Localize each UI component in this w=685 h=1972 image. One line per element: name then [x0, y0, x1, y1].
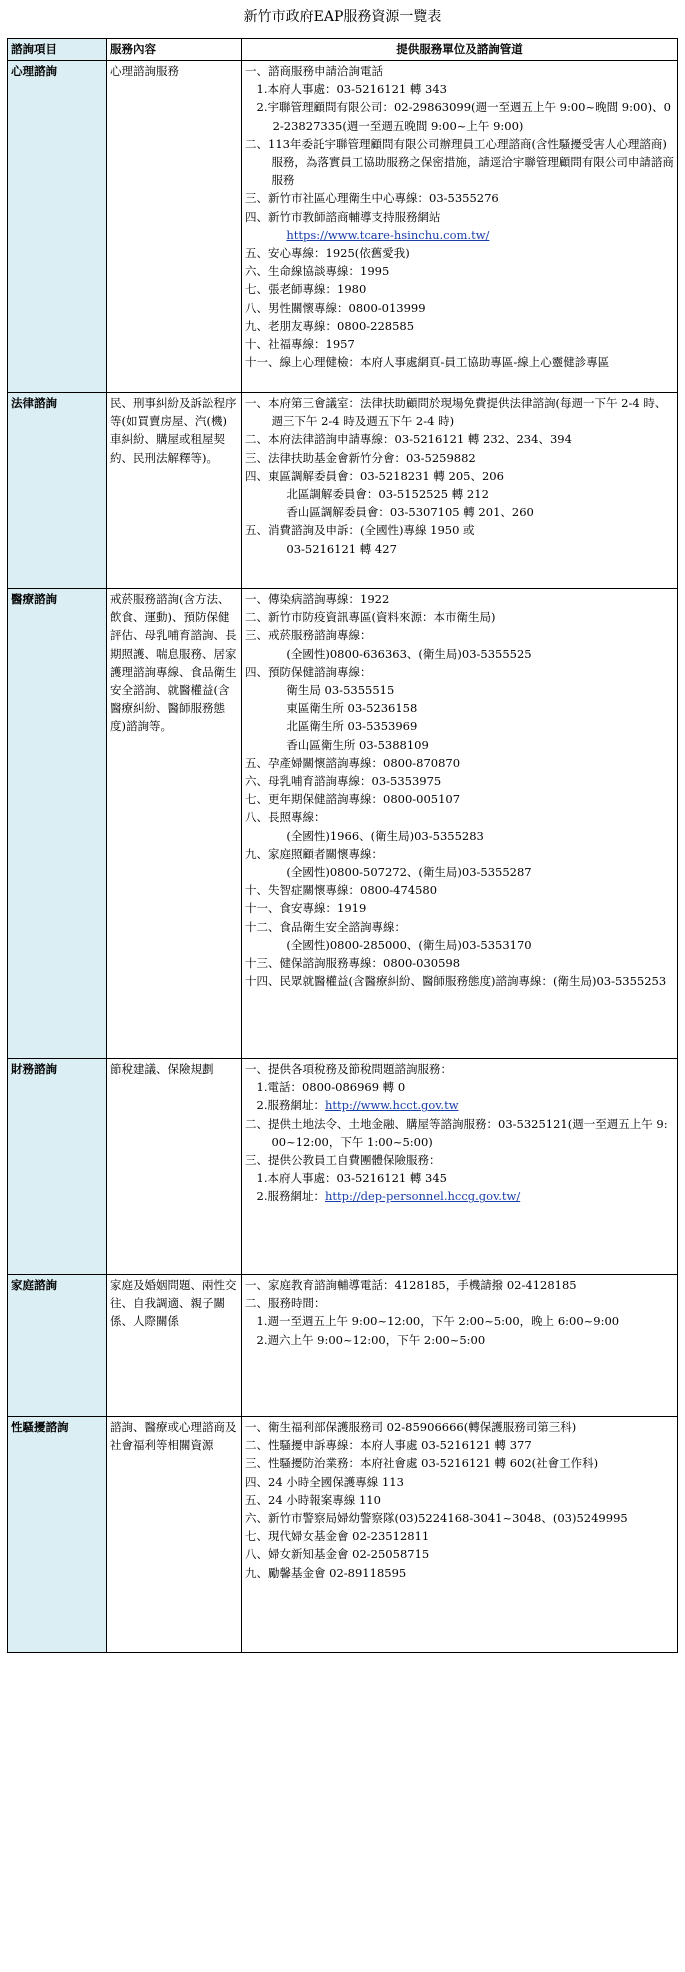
provider-line: 十一、食安專線：1919	[245, 901, 367, 916]
provider-line: 香山區衛生所 03-5388109	[286, 737, 429, 752]
provider-line: 香山區調解委員會：03-5307105 轉 201、260	[286, 505, 534, 520]
provider-line: 1.本府人事處：03-5216121 轉 345	[256, 1171, 447, 1186]
provider-line: 衛生局 03-5355515	[286, 683, 395, 698]
provider-line: (全國性)0800-285000、(衛生局)03-5353170	[286, 937, 532, 952]
provider-line: 四、東區調解委員會：03-5218231 轉 205、206	[245, 468, 504, 483]
header-service: 服務內容	[107, 39, 242, 61]
provider-line: 十三、健保諮詢服務專線：0800-030598	[245, 956, 461, 971]
provider-line: 03-5216121 轉 427	[286, 541, 397, 556]
provider-line: 1.電話：0800-086969 轉 0	[256, 1080, 406, 1095]
row-category: 性騷擾諮詢	[8, 1417, 107, 1653]
provider-line: 八、婦女新知基金會 02-25058715	[245, 1547, 430, 1562]
provider-line: 十、失智症關懷專線：0800-474580	[245, 883, 438, 898]
provider-line: 四、24 小時全國保護專線 113	[245, 1474, 404, 1489]
provider-line: 三、法律扶助基金會新竹分會：03-5259882	[245, 450, 476, 465]
row-provider	[242, 1417, 678, 1653]
provider-line: 九、老朋友專線：0800-228585	[245, 318, 415, 333]
table-row	[8, 1417, 678, 1653]
row-provider	[242, 393, 678, 589]
provider-line: (全國性)1966、(衛生局)03-5355283	[286, 828, 484, 843]
page-title: 新竹市政府EAP服務資源一覽表	[243, 9, 442, 25]
provider-line: 七、更年期保健諮詢專線：0800-005107	[245, 792, 461, 807]
provider-line: 北區調解委員會：03-5152525 轉 212	[286, 487, 489, 502]
provider-line: 七、現代婦女基金會 02-23512811	[245, 1529, 430, 1544]
provider-line: 東區衛生所 03-5236158	[286, 701, 418, 716]
provider-line: 二、新竹市防疫資訊專區(資料來源：本市衛生局)	[245, 610, 496, 625]
row-service: 心理諮詢服務	[107, 61, 242, 393]
header-provider: 提供服務單位及諮詢管道	[242, 39, 678, 61]
provider-line: 五、安心專線：1925(依舊愛我)	[245, 246, 410, 261]
provider-line: 九、勵馨基金會 02-89118595	[245, 1565, 407, 1580]
row-service: 節稅建議、保險規劃	[107, 1059, 242, 1275]
table-header-row	[8, 39, 678, 61]
provider-line: 六、新竹市警察局婦幼警察隊(03)5224168-3041~3048、(03)5249995	[245, 1511, 628, 1526]
provider-line: 六、母乳哺育諮詢專線：03-5353975	[245, 774, 442, 789]
table-row	[8, 393, 678, 589]
row-category: 法律諮詢	[8, 393, 107, 589]
table-row	[8, 1059, 678, 1275]
provider-line: 二、本府法律諮詢申請專線：03-5216121 轉 232、234、394	[245, 432, 572, 447]
provider-line: 四、新竹市教師諮商輔導支持服務網站	[245, 209, 441, 224]
provider-line: 二、113年委託宇聯管理顧問有限公司辦理員工心理諮商(含性騷擾受害人心理諮商)服務，為落實員工協助服務之保密措施，請逕洽宇聯管理顧問有限公司申請諮商服務	[245, 136, 674, 188]
provider-line: 一、傳染病諮詢專線：1922	[245, 592, 390, 606]
table-row	[8, 61, 678, 393]
provider-line: 五、孕產婦關懷諮詢專線：0800-870870	[245, 755, 461, 770]
provider-line: 七、張老師專線：1980	[245, 282, 367, 297]
row-provider	[242, 61, 678, 393]
provider-line: (全國性)0800-636363、(衛生局)03-5355525	[286, 646, 532, 661]
row-provider	[242, 1275, 678, 1417]
provider-line: 十四、民眾就醫權益(含醫療糾紛、醫師服務態度)諮詢專線：(衛生局)03-5355253	[245, 974, 667, 989]
provider-line: 八、男性關懷專線：0800-013999	[245, 300, 426, 315]
provider-line: 二、服務時間：	[245, 1296, 326, 1311]
provider-line: 四、預防保健諮詢專線：	[245, 664, 372, 679]
provider-line: 北區衛生所 03-5353969	[286, 719, 418, 734]
row-category: 心理諮詢	[8, 61, 107, 393]
provider-line: 九、家庭照顧者關懷專線：	[245, 846, 383, 861]
provider-line: 2.服務網址：http://dep-personnel.hccg.gov.tw/	[256, 1189, 521, 1204]
row-provider	[242, 589, 678, 1059]
provider-line: 十、社福專線：1957	[245, 337, 355, 352]
provider-line: 2.宇聯管理顧問有限公司：02-29863099(週一至週五上午 9:00~晚間 9:00)、02-23827335(週一至週五晚間 9:00~上午 9:00)	[256, 100, 671, 133]
provider-line: 1.本府人事處：03-5216121 轉 343	[256, 82, 447, 97]
provider-line: 一、衛生福利部保護服務司 02-85906666(轉保護服務司第三科)	[245, 1420, 577, 1434]
provider-line: 2.服務網址：http://www.hcct.gov.tw	[256, 1098, 459, 1113]
row-category: 醫療諮詢	[8, 589, 107, 1059]
provider-line: 1.週一至週五上午 9:00~12:00，下午 2:00~5:00，晚上 6:00~9:00	[256, 1314, 620, 1329]
provider-line: 十一、線上心理健檢：本府人事處網頁-員工協助專區-線上心靈健診專區	[245, 355, 610, 370]
row-category: 家庭諮詢	[8, 1275, 107, 1417]
table-row	[8, 1275, 678, 1417]
provider-line: 三、戒菸服務諮詢專線：	[245, 628, 372, 643]
row-service: 民、刑事糾紛及訴訟程序等(如買賣房屋、汽(機)車糾紛、購屋或租屋契約、民刑法解釋等)。	[107, 393, 242, 589]
website-link[interactable]: http://www.hcct.gov.tw	[324, 1098, 459, 1113]
website-link[interactable]: http://dep-personnel.hccg.gov.tw/	[324, 1189, 521, 1204]
row-category: 財務諮詢	[8, 1059, 107, 1275]
provider-line: 一、諮商服務申請洽詢電話	[245, 64, 383, 78]
eap-resource-table	[7, 38, 678, 1653]
provider-line: 一、提供各項稅務及節稅問題諮詢服務：	[245, 1062, 452, 1076]
provider-line: 二、提供土地法令、土地金融、購屋等諮詢服務：03-5325121(週一至週五上午 9:00~12:00，下午 1:00~5:00)	[245, 1116, 668, 1149]
provider-line: 一、本府第三會議室：法律扶助顧問於現場免費提供法律諮詢(每週一下午 2-4 時、週三下午 2-4 時及週五下午 2-4 時)	[245, 396, 667, 429]
provider-line: 2.週六上午 9:00~12:00，下午 2:00~5:00	[256, 1332, 486, 1347]
provider-line: 五、24 小時報案專線 110	[245, 1492, 381, 1507]
provider-line: (全國性)0800-507272、(衛生局)03-5355287	[286, 865, 532, 880]
provider-line: 二、性騷擾申訴專線：本府人事處 03-5216121 轉 377	[245, 1438, 532, 1453]
website-link[interactable]: https://www.tcare-hsinchu.com.tw/	[286, 227, 490, 242]
row-service: 諮詢、醫療或心理諮商及社會福利等相關資源	[107, 1417, 242, 1653]
provider-line: 一、家庭教育諮詢輔導電話：4128185，手機請撥 02-4128185	[245, 1278, 577, 1292]
row-service: 家庭及婚姻問題、兩性交往、自我調適、親子關係、人際關係	[107, 1275, 242, 1417]
row-provider	[242, 1059, 678, 1275]
provider-line: 三、新竹市社區心理衛生中心專線：03-5355276	[245, 191, 499, 206]
provider-line: 十二、食品衛生安全諮詢專線：	[245, 919, 406, 934]
row-service: 戒菸服務諮詢(含方法、飲食、運動)、預防保健評估、母乳哺育諮詢、長期照護、喘息服務、居家護理諮詢專線、食品衛生安全諮詢、就醫權益(含醫療糾紛、醫師服務態度)諮詢等。	[107, 589, 242, 1059]
provider-line: 五、消費諮詢及申訴：(全國性)專線 1950 或	[245, 523, 475, 538]
provider-line	[245, 226, 674, 244]
provider-line: 三、性騷擾防治業務：本府社會處 03-5216121 轉 602(社會工作科)	[245, 1456, 599, 1471]
header-category: 諮詢項目	[8, 39, 107, 61]
table-body	[8, 61, 678, 1653]
provider-line: 八、長照專線：	[245, 810, 326, 825]
provider-line: 六、生命線協談專線：1995	[245, 264, 390, 279]
provider-line: 三、提供公教員工自費團體保險服務：	[245, 1153, 441, 1168]
table-row	[8, 589, 678, 1059]
